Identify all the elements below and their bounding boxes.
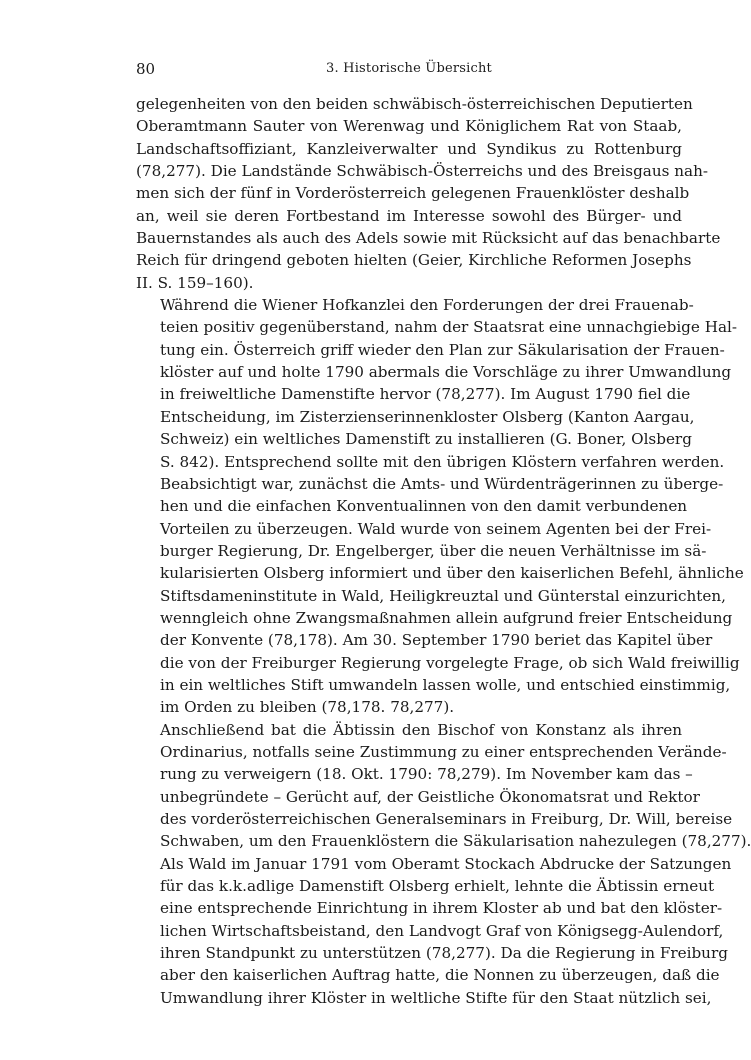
text-line: Beabsichtigt war, zunächst die Amts- und Würdenträgerinnen zu überge- — [160, 474, 724, 493]
text-line: Oberamtmann Sauter von Werenwag und Königlichem Rat von Staab, — [136, 117, 682, 136]
page-header — [136, 60, 682, 84]
body-text — [136, 93, 751, 1009]
text-line: wenngleich ohne Zwangsmaßnahmen allein aufgrund freier Entscheidung — [160, 608, 733, 627]
paragraph — [136, 294, 744, 719]
text-line: hen und die einfachen Konventualinnen von den damit verbundenen — [160, 497, 688, 516]
text-line: Bauernstandes als auch des Adels sowie mit Rücksicht auf das benachbarte — [136, 229, 721, 248]
text-line: Reich für dringend geboten hielten (Geier, Kirchliche Reformen Josephs — [136, 251, 692, 270]
text-line: in freiweltliche Damenstifte hervor (78,277). Im August 1790 fiel die — [160, 385, 691, 404]
text-line: II. S. 159–160). — [136, 273, 254, 292]
text-line: in ein weltliches Stift umwandeln lassen wolle, und entschied einstimmig, — [160, 675, 731, 694]
text-line: für das k.k.adlige Damenstift Olsberg erhielt, lehnte die Äbtissin erneut — [160, 877, 715, 896]
text-line: S. 842). Entsprechend sollte mit den übrigen Klöstern verfahren werden. — [160, 452, 725, 471]
text-line: Vorteilen zu überzeugen. Wald wurde von seinem Agenten bei der Frei- — [160, 519, 712, 538]
text-line: Schwaben, um den Frauenklöstern die Säkularisation nahezulegen (78,277). — [160, 832, 751, 851]
running-head: 3. Historische Übersicht — [326, 61, 492, 76]
text-line: rung zu verweigern (18. Okt. 1790: 78,279). Im November kam das – — [160, 765, 693, 784]
text-line: Anschließend bat die Äbtissin den Bischof von Konstanz als ihren — [160, 720, 682, 739]
document-page — [136, 60, 751, 1009]
text-line: Umwandlung ihrer Klöster in weltliche Stifte für den Staat nützlich sei, — [160, 988, 712, 1007]
text-line: Entscheidung, im Zisterzienserinnenkloster Olsberg (Kanton Aargau, — [160, 407, 695, 426]
text-line: Ordinarius, notfalls seine Zustimmung zu einer entsprechenden Verände- — [160, 742, 727, 761]
text-line: im Orden zu bleiben (78,178. 78,277). — [160, 698, 455, 717]
text-line: tung ein. Österreich griff wieder den Plan zur Säkularisation der Frauen- — [160, 340, 725, 359]
text-line: Schweiz) ein weltliches Damenstift zu installieren (G. Boner, Olsberg — [160, 430, 692, 449]
text-line: Stiftsdameninstitute in Wald, Heiligkreuztal und Günterstal einzurichten, — [160, 586, 726, 605]
paragraph — [136, 93, 721, 294]
text-line: (78,277). Die Landstände Schwäbisch-Österreichs und des Breisgaus nah- — [136, 162, 708, 181]
text-line: men sich der fünf in Vorderösterreich gelegenen Frauenklöster deshalb — [136, 184, 690, 203]
text-line: die von der Freiburger Regierung vorgelegte Frage, ob sich Wald freiwillig — [160, 653, 740, 672]
text-line: klöster auf und holte 1790 abermals die Vorschläge zu ihrer Umwandlung — [160, 363, 732, 382]
text-line: eine entsprechende Einrichtung in ihrem Kloster ab und bat den klöster- — [160, 899, 723, 918]
text-line: unbegründete – Gerücht auf, der Geistliche Ökonomatsrat und Rektor — [160, 787, 700, 806]
text-line: gelegenheiten von den beiden schwäbisch-österreichischen Deputierten — [136, 95, 693, 113]
text-line: Während die Wiener Hofkanzlei den Forderungen der drei Frauenab- — [160, 296, 694, 315]
text-line: Als Wald im Januar 1791 vom Oberamt Stockach Abdrucke der Satzungen — [160, 854, 732, 873]
text-line: der Konvente (78,178). Am 30. September 1790 beriet das Kapitel über — [160, 631, 713, 650]
text-line: ihren Standpunkt zu unterstützen (78,277). Da die Regierung in Freiburg — [160, 944, 728, 963]
text-line: burger Regierung, Dr. Engelberger, über die neuen Verhältnisse im sä- — [160, 541, 707, 560]
text-line: an, weil sie deren Fortbestand im Interesse sowohl des Bürger- und — [136, 206, 682, 225]
text-line: des vorderösterreichischen Generalseminars in Freiburg, Dr. Will, bereise — [160, 810, 733, 828]
page-number: 80 — [136, 60, 156, 78]
text-line: lichen Wirtschaftsbeistand, den Landvogt Graf von Königsegg-Aulendorf, — [160, 921, 724, 940]
paragraph — [136, 719, 751, 1009]
text-line: Landschaftsoffiziant, Kanzleiverwalter und Syndikus zu Rottenburg — [136, 139, 682, 158]
text-line: aber den kaiserlichen Auftrag hatte, die Nonnen zu überzeugen, daß die — [160, 966, 720, 985]
text-line: teien positiv gegenüberstand, nahm der Staatsrat eine unnachgiebige Hal- — [160, 318, 737, 337]
text-line: kularisierten Olsberg informiert und über den kaiserlichen Befehl, ähnliche — [160, 564, 744, 583]
